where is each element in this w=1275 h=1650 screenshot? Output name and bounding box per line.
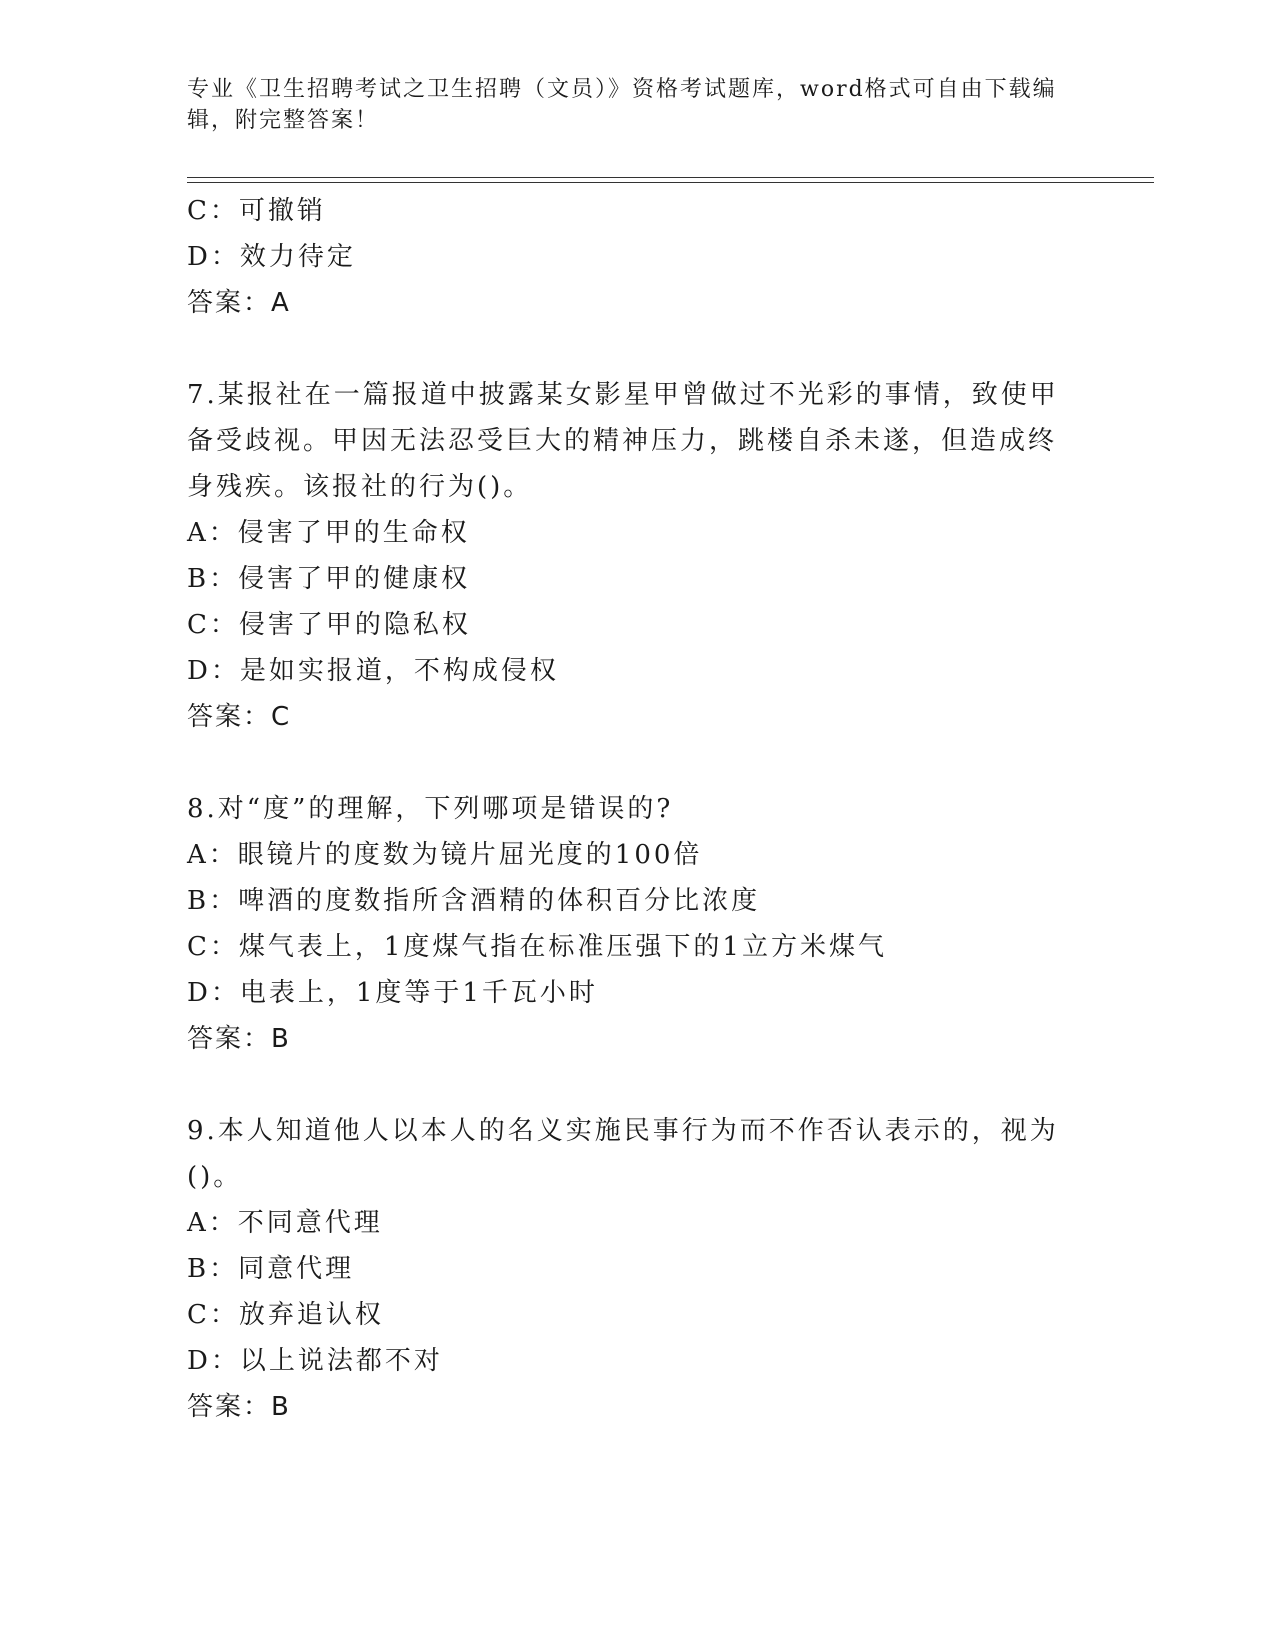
question-stem: 7.某报社在一篇报道中披露某女影星甲曾做过不光彩的事情，致使甲备受歧视。甲因无法忍受巨大的精神压力，跳楼自杀未遂，但造成终身残疾。该报社的行为()。	[187, 380, 1059, 502]
spacer	[187, 740, 1087, 786]
question-8	[187, 786, 1087, 1062]
spacer	[187, 326, 1087, 372]
option-d: D：电表上，1度等于1千瓦小时	[187, 978, 598, 1008]
option-c: C：放弃追认权	[187, 1300, 384, 1330]
option-c: C：可撤销	[187, 196, 326, 226]
answer-line: 答案：A	[187, 288, 291, 318]
option-b: B：侵害了甲的健康权	[187, 564, 471, 594]
header-rule-top	[187, 177, 1154, 178]
question-stem: 9.本人知道他人以本人的名义实施民事行为而不作否认表示的，视为()。	[187, 1116, 1059, 1192]
question-block-previous	[187, 188, 1087, 326]
option-a: A：侵害了甲的生命权	[187, 518, 470, 548]
answer-line: 答案：B	[187, 1392, 291, 1422]
question-7	[187, 372, 1087, 740]
option-d: D：是如实报道，不构成侵权	[187, 656, 559, 686]
option-d: D：以上说法都不对	[187, 1346, 443, 1376]
header-rule-bottom	[187, 182, 1154, 183]
answer-line: 答案：B	[187, 1024, 291, 1054]
document-header: 专业《卫生招聘考试之卫生招聘（文员）》资格考试题库，word格式可自由下载编辑，附完整答案！	[187, 77, 1057, 133]
option-a: A：眼镜片的度数为镜片屈光度的100倍	[187, 840, 703, 870]
question-stem: 8.对“度”的理解，下列哪项是错误的?	[187, 794, 674, 824]
option-d: D：效力待定	[187, 242, 356, 272]
option-b: B：同意代理	[187, 1254, 355, 1284]
question-9	[187, 1108, 1087, 1430]
answer-line: 答案：C	[187, 702, 292, 732]
question-list	[187, 188, 1087, 1430]
option-c: C：侵害了甲的隐私权	[187, 610, 471, 640]
option-c: C：煤气表上，1度煤气指在标准压强下的1立方米煤气	[187, 932, 887, 962]
option-a: A：不同意代理	[187, 1208, 383, 1238]
spacer	[187, 1062, 1087, 1108]
option-b: B：啤酒的度数指所含酒精的体积百分比浓度	[187, 886, 761, 916]
